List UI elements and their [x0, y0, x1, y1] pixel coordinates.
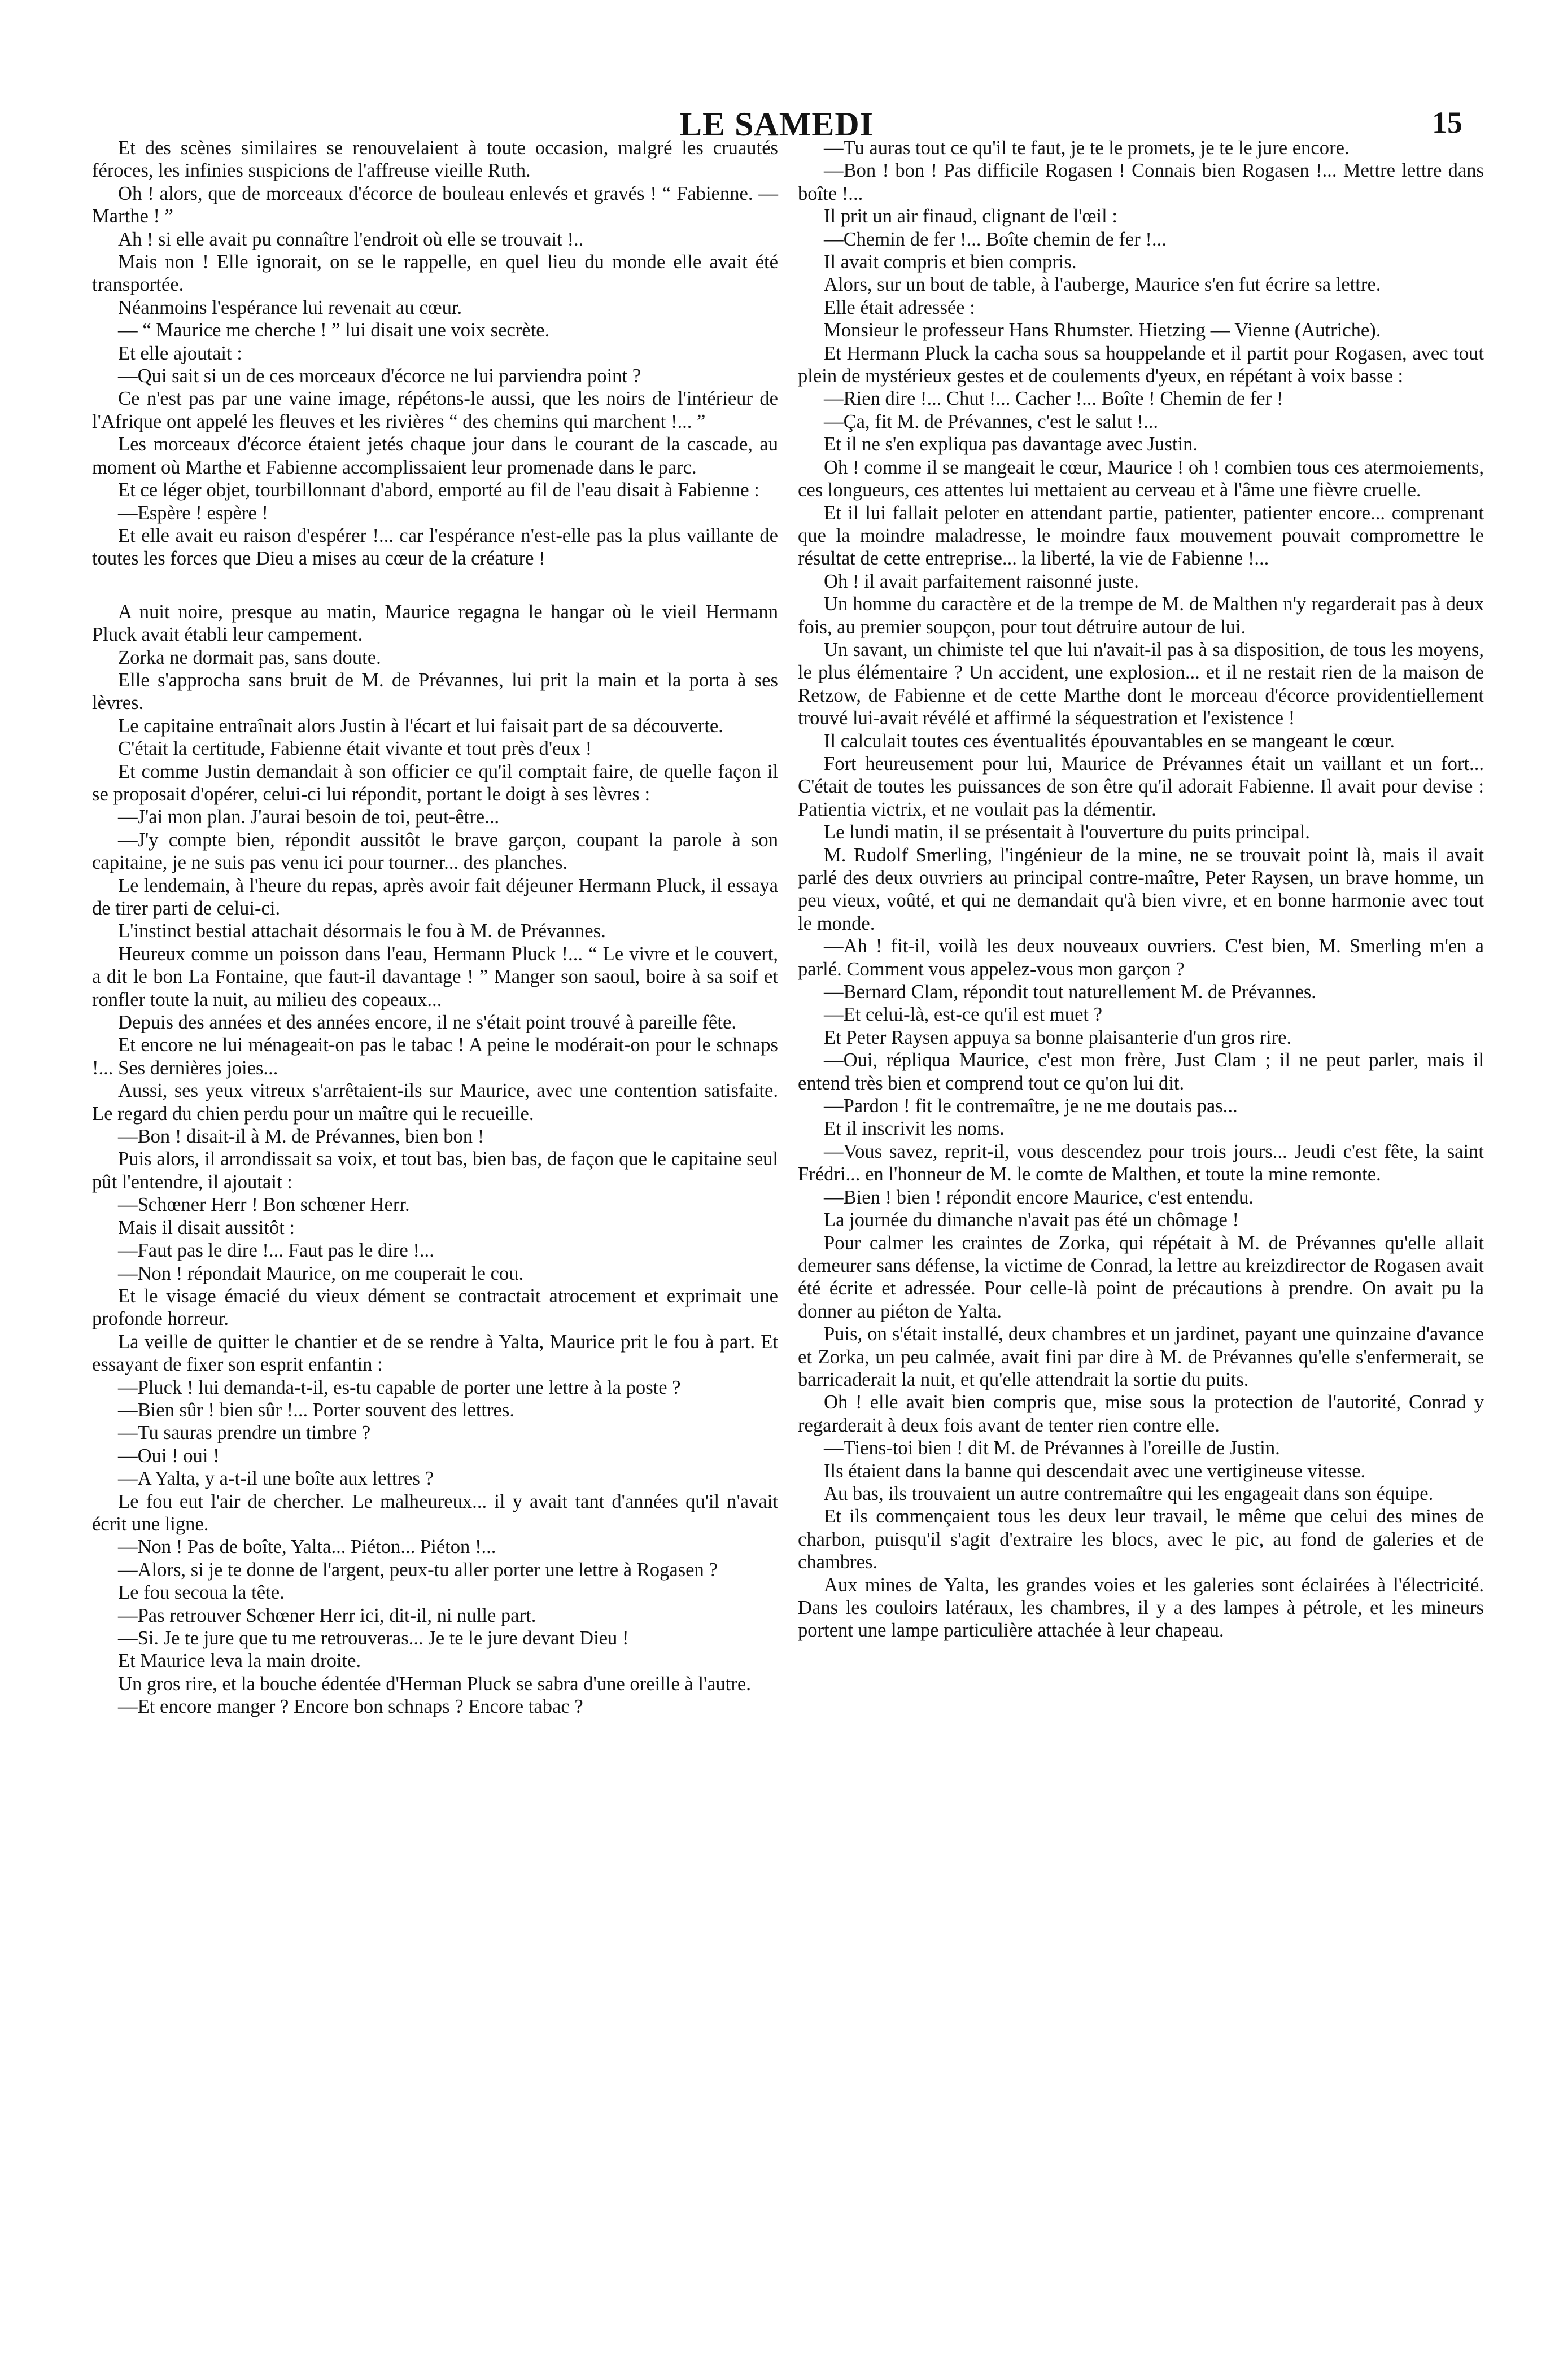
paragraph: Et ce léger objet, tourbillonnant d'abord, emporté au fil de l'eau disait à Fabienne : [118, 479, 759, 501]
paragraph: Pour calmer les craintes de Zorka, qui répétait à M. de Prévannes qu'elle allait demeurer sans défense, la victime de Conrad, la lettre au kreizdirector de Rogasen avait été écrite et adressée. Pour celle-là point de précautions à prendre. On avait pu la donner au piéton de Yalta. [798, 1232, 1484, 1322]
paragraph: Zorka ne dormait pas, sans doute. [118, 646, 381, 668]
paragraph: La journée du dimanche n'avait pas été un chômage ! [824, 1209, 1239, 1231]
paragraph: Heureux comme un poisson dans l'eau, Hermann Pluck !... “ Le vivre et le couvert, a dit le bon La Fontaine, que faut-il davantage ! ” Manger son saoul, boire à sa soif et ronfler toute la nuit, au milieu des copeaux... [92, 943, 778, 1010]
left-column [92, 137, 778, 1718]
paragraph: —Pluck ! lui demanda-t-il, es-tu capable de porter une lettre à la poste ? [118, 1376, 681, 1398]
paragraph: Il calculait toutes ces éventualités épouvantables en se mangeant le cœur. [824, 730, 1395, 752]
paragraph: Et il lui fallait peloter en attendant partie, patienter, patienter encore... comprenant que la moindre maladresse, le moindre faux mouvement pouvait compromettre le résultat de cette entreprise... la liberté, la vie de Fabienne !... [798, 502, 1484, 570]
paragraph: Aux mines de Yalta, les grandes voies et les galeries sont éclairées à l'électricité. Dans les couloirs latéraux, les chambres, il y a des lampes à pétrole, et les mineurs portent une lampe particulière attachée à leur chapeau. [798, 1574, 1484, 1642]
paragraph: Ce n'est pas par une vaine image, répétons-le aussi, que les noirs de l'intérieur de l'Afrique ont appelé les fleuves et les rivières “ des chemins qui marchent !... ” [92, 388, 778, 432]
paragraph: Elle était adressée : [824, 296, 975, 318]
paragraph: —Tu sauras prendre un timbre ? [118, 1422, 371, 1444]
paragraph: Un gros rire, et la bouche édentée d'Herman Pluck se sabra d'une oreille à l'autre. [118, 1673, 751, 1695]
page-number: 15 [1432, 106, 1462, 139]
paragraph: —Oui ! oui ! [118, 1445, 220, 1467]
paragraph: —Bien sûr ! bien sûr !... Porter souvent des lettres. [118, 1399, 514, 1421]
paragraph: Alors, sur un bout de table, à l'auberge, Maurice s'en fut écrire sa lettre. [824, 274, 1381, 296]
paragraph: Oh ! il avait parfaitement raisonné juste. [824, 570, 1139, 592]
paragraph: Un homme du caractère et de la trempe de M. de Malthen n'y regarderait pas à deux fois, au premier soupçon, pour tout détruire autour de lui. [798, 593, 1484, 638]
paragraph: Mais non ! Elle ignorait, on se le rappelle, en quel lieu du monde elle avait été transportée. [92, 251, 778, 296]
paragraph: —Pardon ! fit le contremaître, je ne me doutais pas... [824, 1095, 1238, 1117]
paragraph: Ils étaient dans la banne qui descendait avec une vertigineuse vitesse. [824, 1460, 1366, 1482]
paragraph: —J'ai mon plan. J'aurai besoin de toi, peut-être... [118, 806, 500, 828]
paragraph: —Rien dire !... Chut !... Cacher !... Boîte ! Chemin de fer ! [824, 388, 1283, 410]
paragraph: —Non ! répondait Maurice, on me couperait le cou. [118, 1262, 524, 1284]
paragraph: Le lendemain, à l'heure du repas, après avoir fait déjeuner Hermann Pluck, il essaya de tirer parti de celui-ci. [92, 874, 778, 919]
paragraph: Et il ne s'en expliqua pas davantage avec Justin. [824, 434, 1198, 456]
paragraph: Néanmoins l'espérance lui revenait au cœur. [118, 296, 462, 318]
paragraph: —J'y compte bien, répondit aussitôt le brave garçon, coupant la parole à son capitaine, je ne suis pas venu ici pour tourner... des planches. [92, 829, 778, 874]
paragraph: Puis, on s'était installé, deux chambres et un jardinet, payant une quinzaine d'avance et Zorka, un peu calmée, avait fini par dire à M. de Prévannes qu'elle s'enfermerait, se barricaderait la nuit, et qu'elle attendrait la sortie du puits. [798, 1323, 1484, 1390]
paragraph: —Alors, si je te donne de l'argent, peux-tu aller porter une lettre à Rogasen ? [118, 1559, 718, 1581]
paragraph: Les morceaux d'écorce étaient jetés chaque jour dans le courant de la cascade, au moment où Marthe et Fabienne accomplissaient leur promenade dans le parc. [92, 434, 778, 478]
paragraph: —Pas retrouver Schœner Herr ici, dit-il, ni nulle part. [118, 1604, 536, 1626]
paragraph: Et il inscrivit les noms. [824, 1118, 1005, 1140]
paragraph: —Tiens-toi bien ! dit M. de Prévannes à l'oreille de Justin. [824, 1437, 1280, 1459]
paragraph: L'instinct bestial attachait désormais le fou à M. de Prévannes. [118, 920, 606, 942]
paragraph: C'était la certitude, Fabienne était vivante et tout près d'eux ! [118, 738, 592, 760]
paragraph: —Si. Je te jure que tu me retrouveras... Je te le jure devant Dieu ! [118, 1628, 629, 1649]
paragraph: Et elle ajoutait : [118, 342, 242, 364]
paragraph: La veille de quitter le chantier et de se rendre à Yalta, Maurice prit le fou à part. Et essayant de fixer son esprit enfantin : [92, 1331, 778, 1376]
paragraph: Et elle avait eu raison d'espérer !... car l'espérance n'est-elle pas la plus vaillante de toutes les forces que Dieu a mises au cœur de la créature ! [92, 524, 778, 570]
running-title: LE SAMEDI [679, 106, 874, 143]
paragraph: Oh ! elle avait bien compris que, mise sous la protection de l'autorité, Conrad y regarderait à deux fois avant de tenter rien contre elle. [798, 1392, 1484, 1436]
paragraph: Le fou secoua la tête. [118, 1582, 285, 1604]
paragraph: Et des scènes similaires se renouvelaient à toute occasion, malgré les cruautés féroces, les infinies suspicions de l'affreuse vieille Ruth. [92, 137, 778, 182]
paragraph: Et Peter Raysen appuya sa bonne plaisanterie d'un gros rire. [824, 1026, 1292, 1048]
paragraph: Le fou eut l'air de chercher. Le malheureux... il y avait tant d'années qu'il n'avait écrit une ligne. [92, 1490, 778, 1535]
paragraph: Mais il disait aussitôt : [118, 1217, 295, 1239]
paragraph: Oh ! comme il se mangeait le cœur, Maurice ! oh ! combien tous ces atermoiements, ces longueurs, ces attentes lui mettaient au cerveau et à l'âme une fièvre cruelle. [798, 456, 1484, 501]
paragraph: — “ Maurice me cherche ! ” lui disait une voix secrète. [118, 320, 550, 342]
paragraph: —Vous savez, reprit-il, vous descendez pour trois jours... Jeudi c'est fête, la saint Frédri... en l'honneur de M. le comte de Malthen, et toute la mine remonte. [798, 1140, 1484, 1185]
paragraph: Un savant, un chimiste tel que lui n'avait-il pas à sa disposition, de tous les moyens, le plus élémentaire ? Un accident, une explosion... et il ne restait rien de la maison de Retzow, de Fabienne et de cette Marthe dont le morceau d'écorce providentiellement trouvé lui-avait révélé et affirmé la séquestration et l'existence ! [798, 638, 1484, 729]
paragraph: Monsieur le professeur Hans Rhumster. Hietzing — Vienne (Autriche). [824, 320, 1381, 342]
paragraph: Le capitaine entraînait alors Justin à l'écart et lui faisait part de sa découverte. [118, 715, 723, 737]
paragraph: Et ils commençaient tous les deux leur travail, le même que celui des mines de charbon, puisqu'il s'agit d'extraire les blocs, avec le pic, au fond de galeries et de chambres. [798, 1506, 1484, 1573]
paragraph: —Non ! Pas de boîte, Yalta... Piéton... Piéton !... [118, 1536, 496, 1558]
paragraph: M. Rudolf Smerling, l'ingénieur de la mine, ne se trouvait point là, mais il avait parlé des deux ouvriers au principal contre-maître, Peter Raysen, un brave homme, un peu vieux, voûté, et qui ne demandait qu'à bien vivre, et en bonne harmonie avec tout le monde. [798, 844, 1484, 934]
paragraph: —Oui, répliqua Maurice, c'est mon frère, Just Clam ; il ne peut parler, mais il entend très bien et comprend tout ce qu'on lui dit. [798, 1049, 1484, 1094]
paragraph: Elle s'approcha sans bruit de M. de Prévannes, lui prit la main et la porta à ses lèvres. [92, 669, 778, 714]
paragraph: —Et encore manger ? Encore bon schnaps ? Encore tabac ? [118, 1696, 583, 1718]
paragraph: —Schœner Herr ! Bon schœner Herr. [118, 1194, 410, 1216]
paragraph: Oh ! alors, que de morceaux d'écorce de bouleau enlevés et gravés ! “ Fabienne. — Marthe ! ” [92, 182, 778, 228]
paragraph: —Ça, fit M. de Prévannes, c'est le salut !... [824, 410, 1158, 432]
paragraph: Le lundi matin, il se présentait à l'ouverture du puits principal. [824, 821, 1310, 843]
paragraph: Depuis des années et des années encore, il ne s'était point trouvé à pareille fête. [118, 1012, 737, 1034]
paragraph: —Bon ! disait-il à M. de Prévannes, bien bon ! [118, 1126, 484, 1148]
paragraph: Et Maurice leva la main droite. [118, 1650, 361, 1672]
paragraph: A nuit noire, presque au matin, Maurice regagna le hangar où le vieil Hermann Pluck avait établi leur campement. [92, 601, 778, 646]
paragraph: Puis alors, il arrondissait sa voix, et tout bas, bien bas, de façon que le capitaine seul pût l'entendre, il ajoutait : [92, 1148, 778, 1193]
paragraph: Au bas, ils trouvaient un autre contremaître qui les engageait dans son équipe. [824, 1482, 1434, 1504]
paragraph: —Bien ! bien ! répondit encore Maurice, c'est entendu. [824, 1186, 1254, 1208]
paragraph: —Et celui-là, est-ce qu'il est muet ? [824, 1004, 1103, 1026]
paragraph: Et encore ne lui ménageait-on pas le tabac ! A peine le modérait-on pour le schnaps !... Ses dernières joies... [92, 1034, 778, 1079]
paragraph: —Bon ! bon ! Pas difficile Rogasen ! Connais bien Rogasen !... Mettre lettre dans boîte !... [798, 160, 1484, 204]
paragraph: Ah ! si elle avait pu connaître l'endroit où elle se trouvait !.. [118, 228, 584, 250]
paragraph: Aussi, ses yeux vitreux s'arrêtaient-ils sur Maurice, avec une contention satisfaite. Le regard du chien perdu pour un maître qui le recueille. [92, 1080, 778, 1125]
paragraph: —Faut pas le dire !... Faut pas le dire !... [118, 1240, 434, 1262]
paragraph: Et comme Justin demandait à son officier ce qu'il comptait faire, de quelle façon il se proposait d'opérer, celui-ci lui répondit, portant le doigt à ses lèvres : [92, 760, 778, 805]
paragraph: Fort heureusement pour lui, Maurice de Prévannes était un vaillant et un fort... C'était de toutes les puissances de son être qu'il adorait Fabienne. Il avait pour devise : Patientia victrix, et ne voulait pas la démentir. [798, 753, 1484, 820]
paragraph: Et le visage émacié du vieux dément se contractait atrocement et exprimait une profonde horreur. [92, 1285, 778, 1330]
paragraph: Et Hermann Pluck la cacha sous sa houppelande et il partit pour Rogasen, avec tout plein de mystérieux gestes et de coulements d'yeux, en répétant à voix basse : [798, 342, 1484, 387]
paragraph: —Qui sait si un de ces morceaux d'écorce ne lui parviendra point ? [118, 365, 641, 387]
paragraph: Il prit un air finaud, clignant de l'œil : [824, 205, 1117, 228]
paragraph: —Tu auras tout ce qu'il te faut, je te le promets, je te le jure encore. [824, 137, 1350, 159]
paragraph: —Chemin de fer !... Boîte chemin de fer !... [824, 228, 1167, 250]
paragraph: —Bernard Clam, répondit tout naturellement M. de Prévannes. [824, 981, 1316, 1003]
paragraph: —Ah ! fit-il, voilà les deux nouveaux ouvriers. C'est bien, M. Smerling m'en a parlé. Comment vous appelez-vous mon garçon ? [798, 935, 1484, 980]
paragraph: —Espère ! espère ! [118, 502, 268, 524]
paragraph: Il avait compris et bien compris. [824, 251, 1077, 273]
paragraph: —A Yalta, y a-t-il une boîte aux lettres ? [118, 1468, 434, 1490]
right-column [798, 137, 1484, 1642]
